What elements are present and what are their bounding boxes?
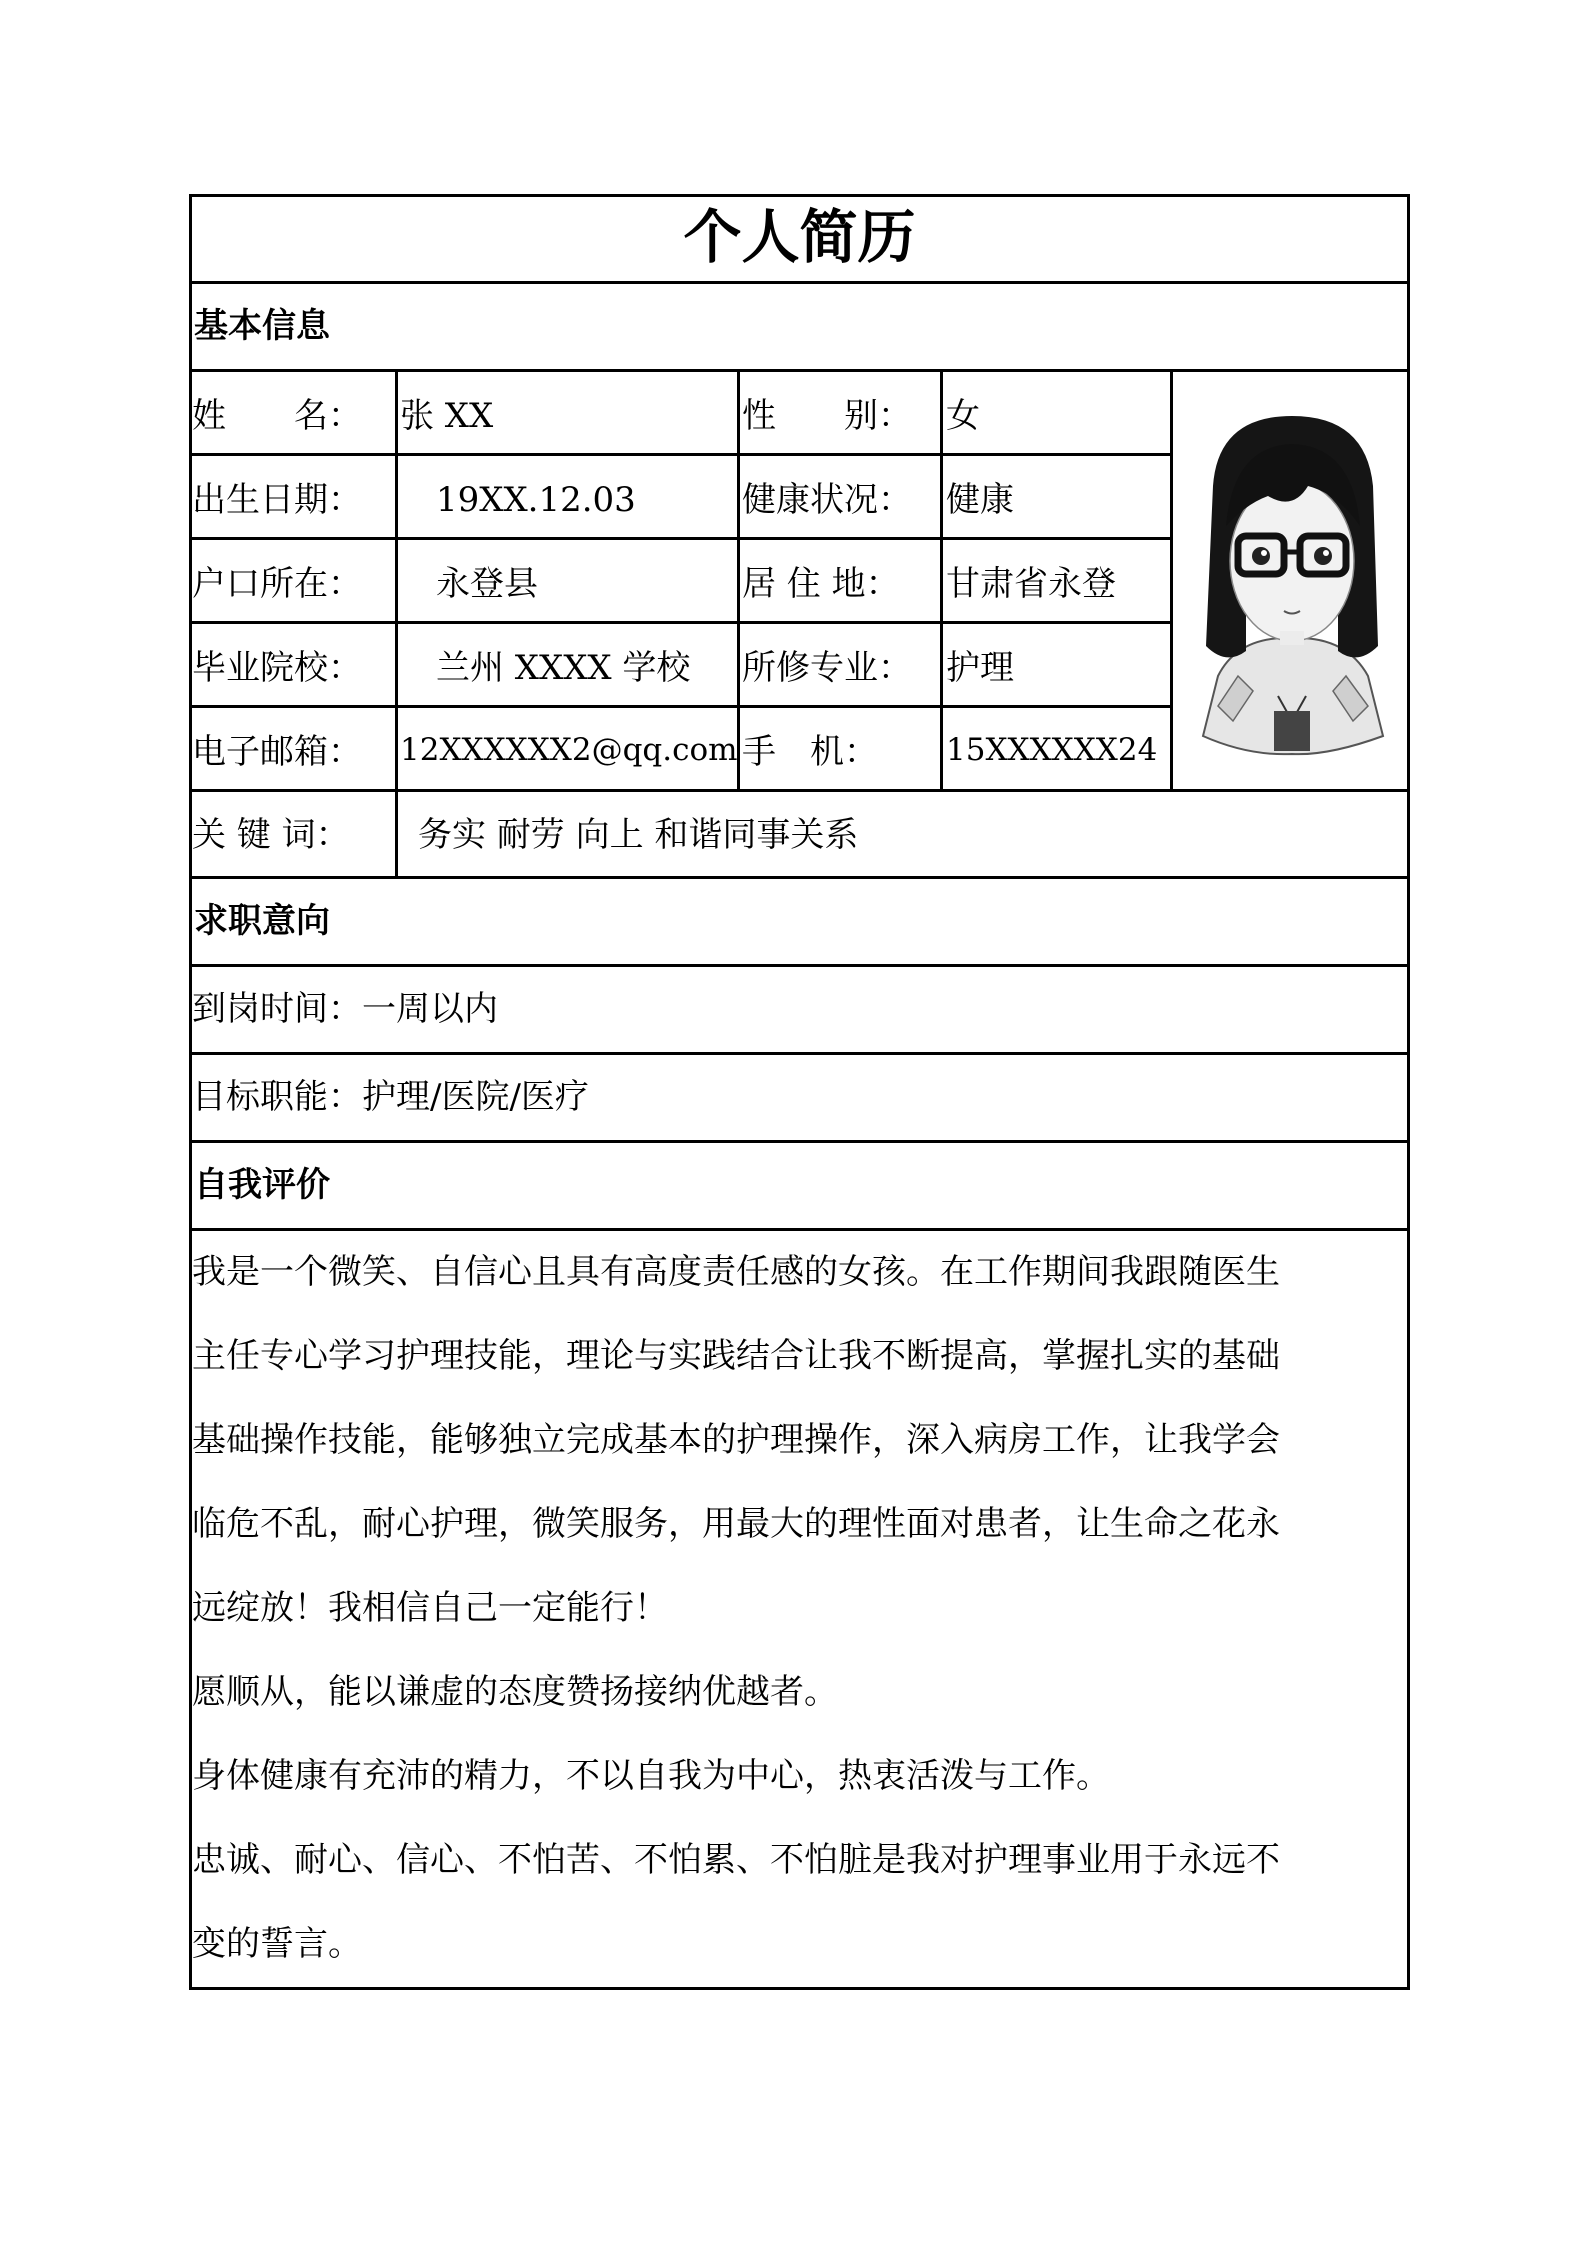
major-value: 护理 [946,648,1014,688]
row-divider [189,1052,1410,1055]
residence-label: 居 住 地： [742,564,900,604]
paragraph-line: 变的誓言。 [192,1924,362,1964]
email-value: 12XXXXXX2@qq.com [400,732,738,768]
col-divider [395,369,398,876]
health-label: 健康状况： [742,480,912,520]
row-divider [189,789,1410,792]
paragraph-line: 忠诚、耐心、信心、不怕苦、不怕累、不怕脏是我对护理事业用于永远不 [192,1840,1280,1880]
row-divider [189,281,1410,284]
row-divider [189,453,1170,456]
row-divider [189,705,1170,708]
residence-value: 甘肃省永登 [946,564,1116,604]
paragraph-line: 我是一个微笑、自信心且具有高度责任感的女孩。在工作期间我跟随医生 [192,1252,1280,1292]
section-basic-info: 基本信息 [194,306,330,346]
self-evaluation-text [192,1230,1392,1986]
email-label: 电子邮箱： [192,732,362,772]
row-divider [189,876,1410,879]
col-divider [1170,369,1173,789]
keywords-value: 务实 耐劳 向上 和谐同事关系 [418,815,859,855]
phone-value: 15XXXXXX24 [946,732,1158,768]
hukou-value: 永登县 [436,564,538,604]
phone-label: 手 机： [742,732,878,772]
keywords-label: 关 键 词： [192,815,350,855]
target-function: 目标职能：护理/医院/医疗 [192,1077,589,1117]
paragraph-line: 身体健康有充沛的精力，不以自我为中心，热衷活泼与工作。 [192,1756,1110,1796]
section-job-intent: 求职意向 [194,901,330,941]
gender-value: 女 [946,396,980,436]
school-label: 毕业院校： [192,648,362,688]
health-value: 健康 [946,480,1014,520]
avatar [1178,376,1406,784]
avatar-illustration [1178,376,1406,784]
paragraph-line: 主任专心学习护理技能，理论与实践结合让我不断提高，掌握扎实的基础 [192,1336,1280,1376]
row-divider [189,621,1170,624]
hukou-label: 户口所在： [192,564,362,604]
paragraph-line: 愿顺从，能以谦虚的态度赞扬接纳优越者。 [192,1672,838,1712]
paragraph-line: 临危不乱，耐心护理，微笑服务，用最大的理性面对患者，让生命之花永 [192,1504,1280,1544]
col-divider [940,369,943,789]
row-divider [189,537,1170,540]
paragraph-line: 基础操作技能，能够独立完成基本的护理操作，深入病房工作，让我学会 [192,1420,1280,1460]
gender-label: 性 别： [742,396,912,436]
paragraph-line: 远绽放！我相信自己一定能行！ [192,1588,668,1628]
birth-label: 出生日期： [192,480,362,520]
arrival-time: 到岗时间：一周以内 [192,989,498,1029]
name-label: 姓 名： [192,396,362,436]
col-divider [737,369,740,789]
name-value: 张 XX [400,396,494,436]
page-title: 个人简历 [683,203,916,271]
row-divider [189,964,1410,967]
school-value: 兰州 XXXX 学校 [436,648,691,688]
row-divider [189,369,1410,372]
row-divider [189,1140,1410,1143]
section-self-evaluation: 自我评价 [194,1165,330,1205]
birth-value: 19XX.12.03 [436,480,636,520]
major-label: 所修专业： [742,648,912,688]
